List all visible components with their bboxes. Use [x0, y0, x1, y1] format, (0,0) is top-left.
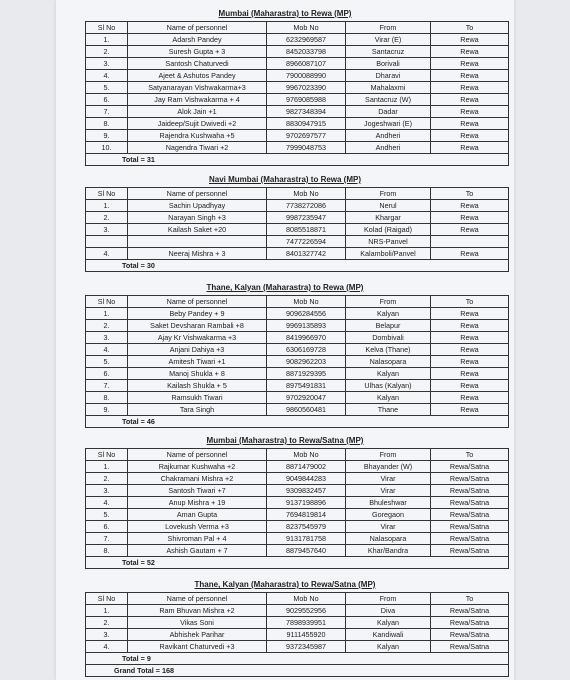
table-row [86, 106, 509, 118]
table-cell: Tara Singh [128, 404, 267, 416]
total-row [86, 653, 509, 665]
total-row-filler [267, 260, 509, 272]
table-cell: 9. [86, 404, 128, 416]
table-cell: 9. [86, 130, 128, 142]
table-cell: Rewa [431, 142, 509, 154]
table-cell: Rewa/Satna [431, 497, 509, 509]
table-row [86, 509, 509, 521]
table-cell: Nerul [346, 200, 431, 212]
total-row-filler [267, 416, 509, 428]
column-header: To [431, 22, 509, 34]
table-cell: Virar [346, 485, 431, 497]
table-cell: Rewa [431, 320, 509, 332]
table-cell: 8966087107 [267, 58, 346, 70]
total-row-filler [267, 557, 509, 569]
table-row [86, 521, 509, 533]
table-cell: Kalyan [346, 392, 431, 404]
table-cell: Rewa [431, 380, 509, 392]
table-cell: 7477226594 [267, 236, 346, 248]
table-cell: Rewa [431, 200, 509, 212]
table-cell: 9702697577 [267, 130, 346, 142]
table-cell: 3. [86, 629, 128, 641]
section-total: Total = 30 [86, 260, 267, 272]
column-header: From [346, 22, 431, 34]
table-cell: Kalyan [346, 617, 431, 629]
table-cell: 8. [86, 118, 128, 130]
table-cell: Rewa [431, 212, 509, 224]
column-header: From [346, 296, 431, 308]
table-cell: Jaideep/Sujit Dwivedi +2 [128, 118, 267, 130]
table-row [86, 58, 509, 70]
table-cell: 9372345987 [267, 641, 346, 653]
table-cell: 7. [86, 106, 128, 118]
table-cell: Kalyan [346, 308, 431, 320]
table-cell: 8401327742 [267, 248, 346, 260]
table-row [86, 332, 509, 344]
table-cell: Diva [346, 605, 431, 617]
table-cell: 8830947915 [267, 118, 346, 130]
document-page [56, 0, 514, 680]
table-cell: 8879457640 [267, 545, 346, 557]
header-row [86, 449, 509, 461]
table-cell: Rewa [431, 344, 509, 356]
table-cell: Rewa/Satna [431, 461, 509, 473]
section-total: Total = 52 [86, 557, 267, 569]
table-cell: 5. [86, 82, 128, 94]
table-cell: Ramsukh Tiwari [128, 392, 267, 404]
table-cell: 2. [86, 212, 128, 224]
table-cell: Narayan Singh +3 [128, 212, 267, 224]
column-header: Sl No [86, 188, 128, 200]
table-cell: Rewa/Satna [431, 485, 509, 497]
table-cell: 8452033798 [267, 46, 346, 58]
column-header: To [431, 188, 509, 200]
table-cell: 3. [86, 58, 128, 70]
table-cell [86, 236, 128, 248]
table-cell: Ajay Kr Vishwakarma +3 [128, 332, 267, 344]
table-row [86, 70, 509, 82]
table-cell: 7. [86, 380, 128, 392]
table-cell: Rewa [431, 332, 509, 344]
table-cell: 5. [86, 356, 128, 368]
total-row [86, 260, 509, 272]
table-row [86, 533, 509, 545]
table-cell: Santosh Tiwari +7 [128, 485, 267, 497]
table-cell: Ajeet & Ashutos Pandey [128, 70, 267, 82]
table-cell: 10. [86, 142, 128, 154]
table-cell: Nalasopara [346, 533, 431, 545]
table-cell: NRS-Panvel [346, 236, 431, 248]
section-total: Total = 31 [86, 154, 267, 166]
total-row-filler [267, 154, 509, 166]
table-cell: Kelva (Thane) [346, 344, 431, 356]
table-cell: Rewa [431, 82, 509, 94]
table-cell: Rewa [431, 392, 509, 404]
table-cell: Anup Mishra + 19 [128, 497, 267, 509]
table-cell: Kolad (Raigad) [346, 224, 431, 236]
table-cell: Manoj Shukla + 8 [128, 368, 267, 380]
table-cell: 7. [86, 533, 128, 545]
table-cell: 9860560481 [267, 404, 346, 416]
table-cell: Kalyan [346, 368, 431, 380]
table-cell: Rewa [431, 404, 509, 416]
table-cell: Santosh Chaturvedi [128, 58, 267, 70]
table-cell: Anjani Dahiya +3 [128, 344, 267, 356]
table-cell: 8237545979 [267, 521, 346, 533]
table-cell: Rewa/Satna [431, 509, 509, 521]
table-cell: Lovekush Verma +3 [128, 521, 267, 533]
table-cell: 9082962203 [267, 356, 346, 368]
table-cell: Kailash Shukla + 5 [128, 380, 267, 392]
table-cell: Khargar [346, 212, 431, 224]
section-3 [56, 436, 514, 569]
table-cell: 9702920047 [267, 392, 346, 404]
grand-total-filler [267, 665, 509, 677]
section-total: Total = 46 [86, 416, 267, 428]
table-row [86, 224, 509, 236]
table-cell: Shivroman Pal + 4 [128, 533, 267, 545]
table-cell: 1. [86, 34, 128, 46]
table-cell: 2. [86, 46, 128, 58]
section-title: Mumbai (Maharastra) to Rewa/Satna (MP) [206, 436, 364, 445]
table-cell: Santacruz [346, 46, 431, 58]
table-row [86, 46, 509, 58]
table-cell: Rewa [431, 106, 509, 118]
table-cell: Rewa/Satna [431, 605, 509, 617]
total-row [86, 416, 509, 428]
table-cell: 9969135893 [267, 320, 346, 332]
table-cell: Dadar [346, 106, 431, 118]
table-cell: Ravikant Chaturvedi +3 [128, 641, 267, 653]
table-cell: Rewa [431, 70, 509, 82]
table-cell: Ulhas (Kalyan) [346, 380, 431, 392]
table-cell: 3. [86, 485, 128, 497]
table-cell: 6. [86, 94, 128, 106]
personnel-table [85, 187, 509, 272]
table-cell: 9029552956 [267, 605, 346, 617]
table-row [86, 356, 509, 368]
table-cell: 9049844283 [267, 473, 346, 485]
table-cell: Sachin Upadhyay [128, 200, 267, 212]
table-cell: 9096284556 [267, 308, 346, 320]
table-row [86, 142, 509, 154]
table-cell: Chakramani Mishra +2 [128, 473, 267, 485]
table-cell: 8. [86, 392, 128, 404]
personnel-table [85, 295, 509, 428]
column-header: To [431, 593, 509, 605]
section-1 [56, 175, 514, 272]
table-row [86, 308, 509, 320]
table-cell: 8871479002 [267, 461, 346, 473]
table-row [86, 617, 509, 629]
table-cell: 8. [86, 545, 128, 557]
table-cell: Andheri [346, 142, 431, 154]
table-cell: 3. [86, 332, 128, 344]
table-cell: 7900088990 [267, 70, 346, 82]
personnel-table [85, 21, 509, 166]
table-cell: 9769085988 [267, 94, 346, 106]
table-cell: Kalyan [346, 641, 431, 653]
table-cell: 1. [86, 308, 128, 320]
table-cell: 4. [86, 248, 128, 260]
table-cell: Dharavi [346, 70, 431, 82]
column-header: Mob No [267, 188, 346, 200]
table-cell: Kandiwali [346, 629, 431, 641]
table-row [86, 545, 509, 557]
grand-total: Grand Total = 168 [86, 665, 267, 677]
table-cell: Jay Ram Vishwakarma + 4 [128, 94, 267, 106]
section-4 [56, 580, 514, 677]
table-cell: 4. [86, 641, 128, 653]
table-cell: Nagendra Tiwari +2 [128, 142, 267, 154]
column-header: Mob No [267, 22, 346, 34]
table-cell: Rewa [431, 356, 509, 368]
table-cell: 2. [86, 473, 128, 485]
table-cell: 4. [86, 70, 128, 82]
table-cell: Abhishek Parihar [128, 629, 267, 641]
column-header: From [346, 188, 431, 200]
column-header: From [346, 593, 431, 605]
table-cell: Goregaon [346, 509, 431, 521]
personnel-table [85, 448, 509, 569]
table-cell: 7694819814 [267, 509, 346, 521]
table-cell: Virar [346, 473, 431, 485]
table-cell: 4. [86, 344, 128, 356]
table-cell: 7999048753 [267, 142, 346, 154]
table-row [86, 34, 509, 46]
table-cell [431, 236, 509, 248]
table-cell: 7898939951 [267, 617, 346, 629]
table-cell: Vikas Soni [128, 617, 267, 629]
section-title: Navi Mumbai (Maharastra) to Rewa (MP) [208, 175, 362, 184]
table-cell: Rewa [431, 118, 509, 130]
table-row [86, 236, 509, 248]
table-row [86, 641, 509, 653]
table-cell: Suresh Gupta + 3 [128, 46, 267, 58]
table-cell: Bhayander (W) [346, 461, 431, 473]
table-cell: 9827348394 [267, 106, 346, 118]
table-row [86, 200, 509, 212]
table-cell: Adarsh Pandey [128, 34, 267, 46]
table-cell: Rajendra Kushwaha +5 [128, 130, 267, 142]
table-row [86, 392, 509, 404]
section-2 [56, 283, 514, 428]
table-row [86, 485, 509, 497]
table-cell: Rewa/Satna [431, 521, 509, 533]
table-cell: 8085518871 [267, 224, 346, 236]
table-cell: 1. [86, 605, 128, 617]
table-cell: 6. [86, 368, 128, 380]
column-header: Sl No [86, 449, 128, 461]
table-cell: Ashish Gautam + 7 [128, 545, 267, 557]
section-total: Total = 9 [86, 653, 267, 665]
table-cell: 7738272086 [267, 200, 346, 212]
column-header: Name of personnel [128, 188, 267, 200]
table-cell: 6232969587 [267, 34, 346, 46]
total-row [86, 557, 509, 569]
table-cell: Rewa [431, 130, 509, 142]
table-row [86, 212, 509, 224]
column-header: To [431, 296, 509, 308]
column-header: Sl No [86, 593, 128, 605]
table-row [86, 473, 509, 485]
table-cell: Rewa [431, 94, 509, 106]
table-cell: Rewa [431, 224, 509, 236]
section-title: Thane, Kalyan (Maharastra) to Rewa/Satna (MP) [194, 580, 376, 589]
personnel-table [85, 592, 509, 677]
table-cell: Santacruz (W) [346, 94, 431, 106]
table-cell: Rewa/Satna [431, 473, 509, 485]
table-cell: Rewa [431, 34, 509, 46]
section-title: Thane, Kalyan (Maharastra) to Rewa (MP) [206, 283, 364, 292]
column-header: Sl No [86, 296, 128, 308]
table-row [86, 344, 509, 356]
grand-total-row [86, 665, 509, 677]
table-row [86, 404, 509, 416]
table-cell: 3. [86, 224, 128, 236]
table-row [86, 461, 509, 473]
table-cell: Beby Pandey + 9 [128, 308, 267, 320]
column-header: From [346, 449, 431, 461]
table-cell: 9967023390 [267, 82, 346, 94]
table-cell: Nalasopara [346, 356, 431, 368]
header-row [86, 593, 509, 605]
table-cell: Bhuleshwar [346, 497, 431, 509]
table-cell: 1. [86, 200, 128, 212]
section-0 [56, 9, 514, 166]
table-cell: Rewa [431, 368, 509, 380]
table-cell: Thane [346, 404, 431, 416]
column-header: Name of personnel [128, 449, 267, 461]
table-row [86, 320, 509, 332]
table-row [86, 380, 509, 392]
table-cell: Rewa/Satna [431, 617, 509, 629]
header-row [86, 188, 509, 200]
table-cell: Borivali [346, 58, 431, 70]
header-row [86, 296, 509, 308]
column-header: Name of personnel [128, 593, 267, 605]
column-header: Mob No [267, 449, 346, 461]
column-header: Sl No [86, 22, 128, 34]
table-cell: 9309832457 [267, 485, 346, 497]
table-cell: Rewa/Satna [431, 641, 509, 653]
table-cell: 5. [86, 509, 128, 521]
table-cell: 9987235947 [267, 212, 346, 224]
table-cell: Kalamboli/Panvel [346, 248, 431, 260]
table-cell: Rewa [431, 308, 509, 320]
table-cell: Aman Gupta [128, 509, 267, 521]
table-row [86, 94, 509, 106]
table-cell: Khar/Bandra [346, 545, 431, 557]
table-cell: Virar [346, 521, 431, 533]
table-cell: 9137198896 [267, 497, 346, 509]
table-row [86, 248, 509, 260]
table-cell: Amitesh Tiwari +1 [128, 356, 267, 368]
table-cell: Dombivali [346, 332, 431, 344]
column-header: Name of personnel [128, 296, 267, 308]
section-title: Mumbai (Maharastra) to Rewa (MP) [218, 9, 352, 18]
table-cell: Rewa [431, 46, 509, 58]
table-cell: Mahalaxmi [346, 82, 431, 94]
table-cell: 8871929395 [267, 368, 346, 380]
table-row [86, 605, 509, 617]
total-row-filler [267, 653, 509, 665]
table-cell: Rajkumar Kushwaha +2 [128, 461, 267, 473]
table-cell: 4. [86, 497, 128, 509]
table-cell: Jogeshwari (E) [346, 118, 431, 130]
table-cell: 1. [86, 461, 128, 473]
table-cell: 2. [86, 320, 128, 332]
total-row [86, 154, 509, 166]
table-cell: 9111455920 [267, 629, 346, 641]
table-cell: Alok Jain +1 [128, 106, 267, 118]
table-row [86, 497, 509, 509]
table-cell: Rewa [431, 58, 509, 70]
table-row [86, 130, 509, 142]
table-row [86, 82, 509, 94]
table-cell: Rewa/Satna [431, 545, 509, 557]
column-header: Name of personnel [128, 22, 267, 34]
header-row [86, 22, 509, 34]
column-header: To [431, 449, 509, 461]
table-cell: Satyanarayan Vishwakarma+3 [128, 82, 267, 94]
table-row [86, 629, 509, 641]
table-cell: Rewa/Satna [431, 533, 509, 545]
column-header: Mob No [267, 593, 346, 605]
table-cell: Rewa/Satna [431, 629, 509, 641]
table-cell: Saket Devsharan Rambali +8 [128, 320, 267, 332]
table-cell: Kailash Saket +20 [128, 224, 267, 236]
table-cell: Neeraj Mishra + 3 [128, 248, 267, 260]
table-cell: Belapur [346, 320, 431, 332]
table-cell: 6306169728 [267, 344, 346, 356]
table-row [86, 368, 509, 380]
table-cell [128, 236, 267, 248]
table-cell: Rewa [431, 248, 509, 260]
table-cell: 6. [86, 521, 128, 533]
table-cell: 2. [86, 617, 128, 629]
table-cell: 9131781758 [267, 533, 346, 545]
table-cell: Andheri [346, 130, 431, 142]
table-row [86, 118, 509, 130]
column-header: Mob No [267, 296, 346, 308]
table-cell: 8975491831 [267, 380, 346, 392]
table-cell: Ram Bhuvan Mishra +2 [128, 605, 267, 617]
table-cell: Virar (E) [346, 34, 431, 46]
table-cell: 8419966970 [267, 332, 346, 344]
